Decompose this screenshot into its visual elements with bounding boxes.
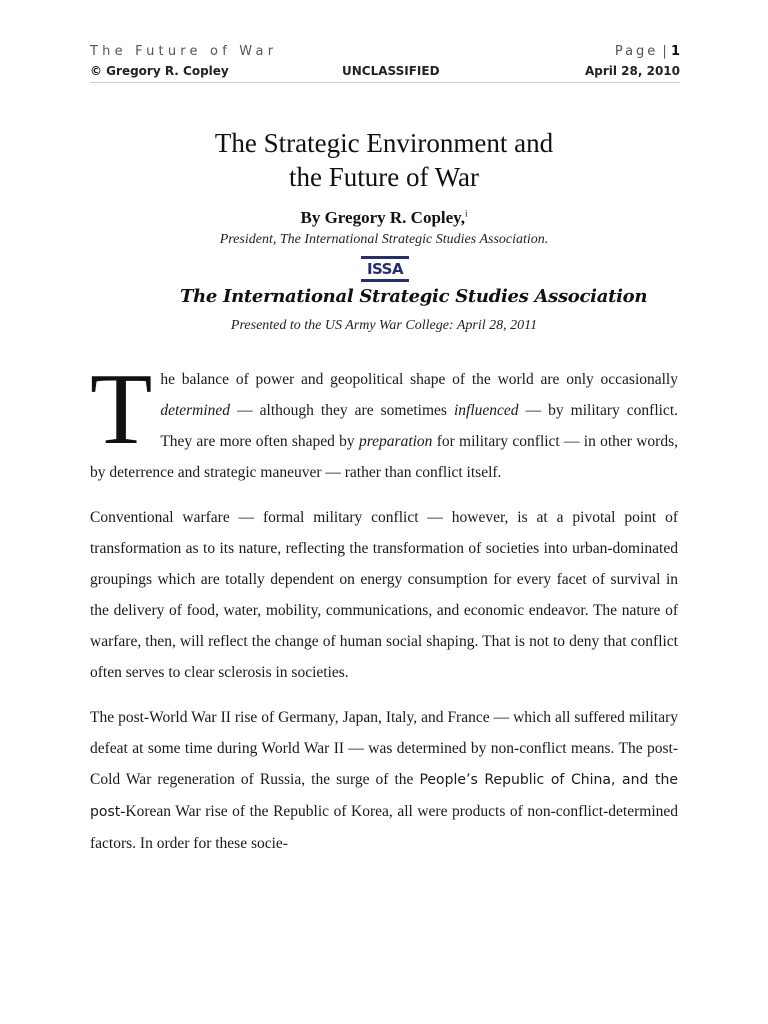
header-date: April 28, 2010 (584, 64, 680, 78)
page-number: 1 (670, 44, 680, 59)
p1-emphasis-determined: determined (160, 402, 231, 419)
issa-emblem (361, 256, 409, 282)
p1-emphasis-influenced: influenced (453, 402, 519, 419)
p1-text-3: — by military conflict. They are more often shaped by (160, 402, 678, 450)
footnote-ref: i (464, 208, 468, 219)
paragraph-2: Conventional warfare — formal military conflict — however, is at a pivotal point of transformation as to its nature, reflecting the transformation of societies into urban-dominated groupings which are totally dependent on energy consumption for every facet of survival in the delivery of food, water, mobility, communications, and economic endeavor. The nature of warfare, then, will reflect the change of human social shaping. That is not to deny that conflict often serves to clear sclerosis in societies. (90, 509, 678, 681)
p1-text-1: he balance of power and geopolitical shape of the world are only occasionally (160, 371, 678, 388)
page-word: Page (614, 44, 659, 59)
running-title: The Future of War (90, 44, 278, 59)
drop-cap: T (90, 353, 153, 466)
issa-acronym: ISSA (366, 260, 404, 278)
copyright-notice: © Gregory R. Copley (90, 64, 229, 78)
page-separator: | (658, 44, 671, 59)
header-top-row (90, 44, 680, 62)
paragraph-1 (90, 353, 678, 488)
p3-text-1: The post-World War II rise of Germany, Japan, Italy, and France — which all suffered military defeat at some time during World War II — was determined by non-conflict means. The post-Cold War regeneration of Russia, the surge of the (90, 709, 678, 788)
p1-text-2: — although they are sometimes (230, 402, 454, 419)
issa-logo (180, 253, 648, 315)
page-header (90, 44, 680, 83)
presentation-note: Presented to the US Army War College: April 28, 2011 (230, 318, 538, 333)
emblem-bar-bottom (361, 279, 409, 282)
header-bottom-row (90, 62, 680, 83)
author-affiliation: President, The International Strategic Studies Association. (219, 232, 549, 247)
paragraph-3 (90, 702, 678, 859)
p3-sans-run: People’s Republic of China, and the post (90, 772, 678, 820)
author-byline (0, 208, 768, 228)
emblem-bar-top (361, 256, 409, 259)
document-title (0, 126, 768, 194)
document-body (90, 353, 678, 873)
p3-text-2: -Korean War rise of the Republic of Korea, all were products of non-conflict-determined factors. In order for these socie- (90, 803, 678, 852)
byline-text: By Gregory R. Copley, (300, 208, 465, 227)
organization-name: The International Strategic Studies Association (180, 286, 648, 307)
title-line-2: the Future of War (288, 162, 480, 192)
p1-text-4: for military conflict — in other words, by deterrence and strategic maneuver — rather than conflict itself. (90, 433, 678, 481)
title-line-1: The Strategic Environment and (214, 128, 554, 158)
classification-marking: UNCLASSIFIED (342, 64, 440, 78)
p1-emphasis-preparation: preparation (358, 433, 433, 450)
page-number-label (615, 44, 680, 59)
